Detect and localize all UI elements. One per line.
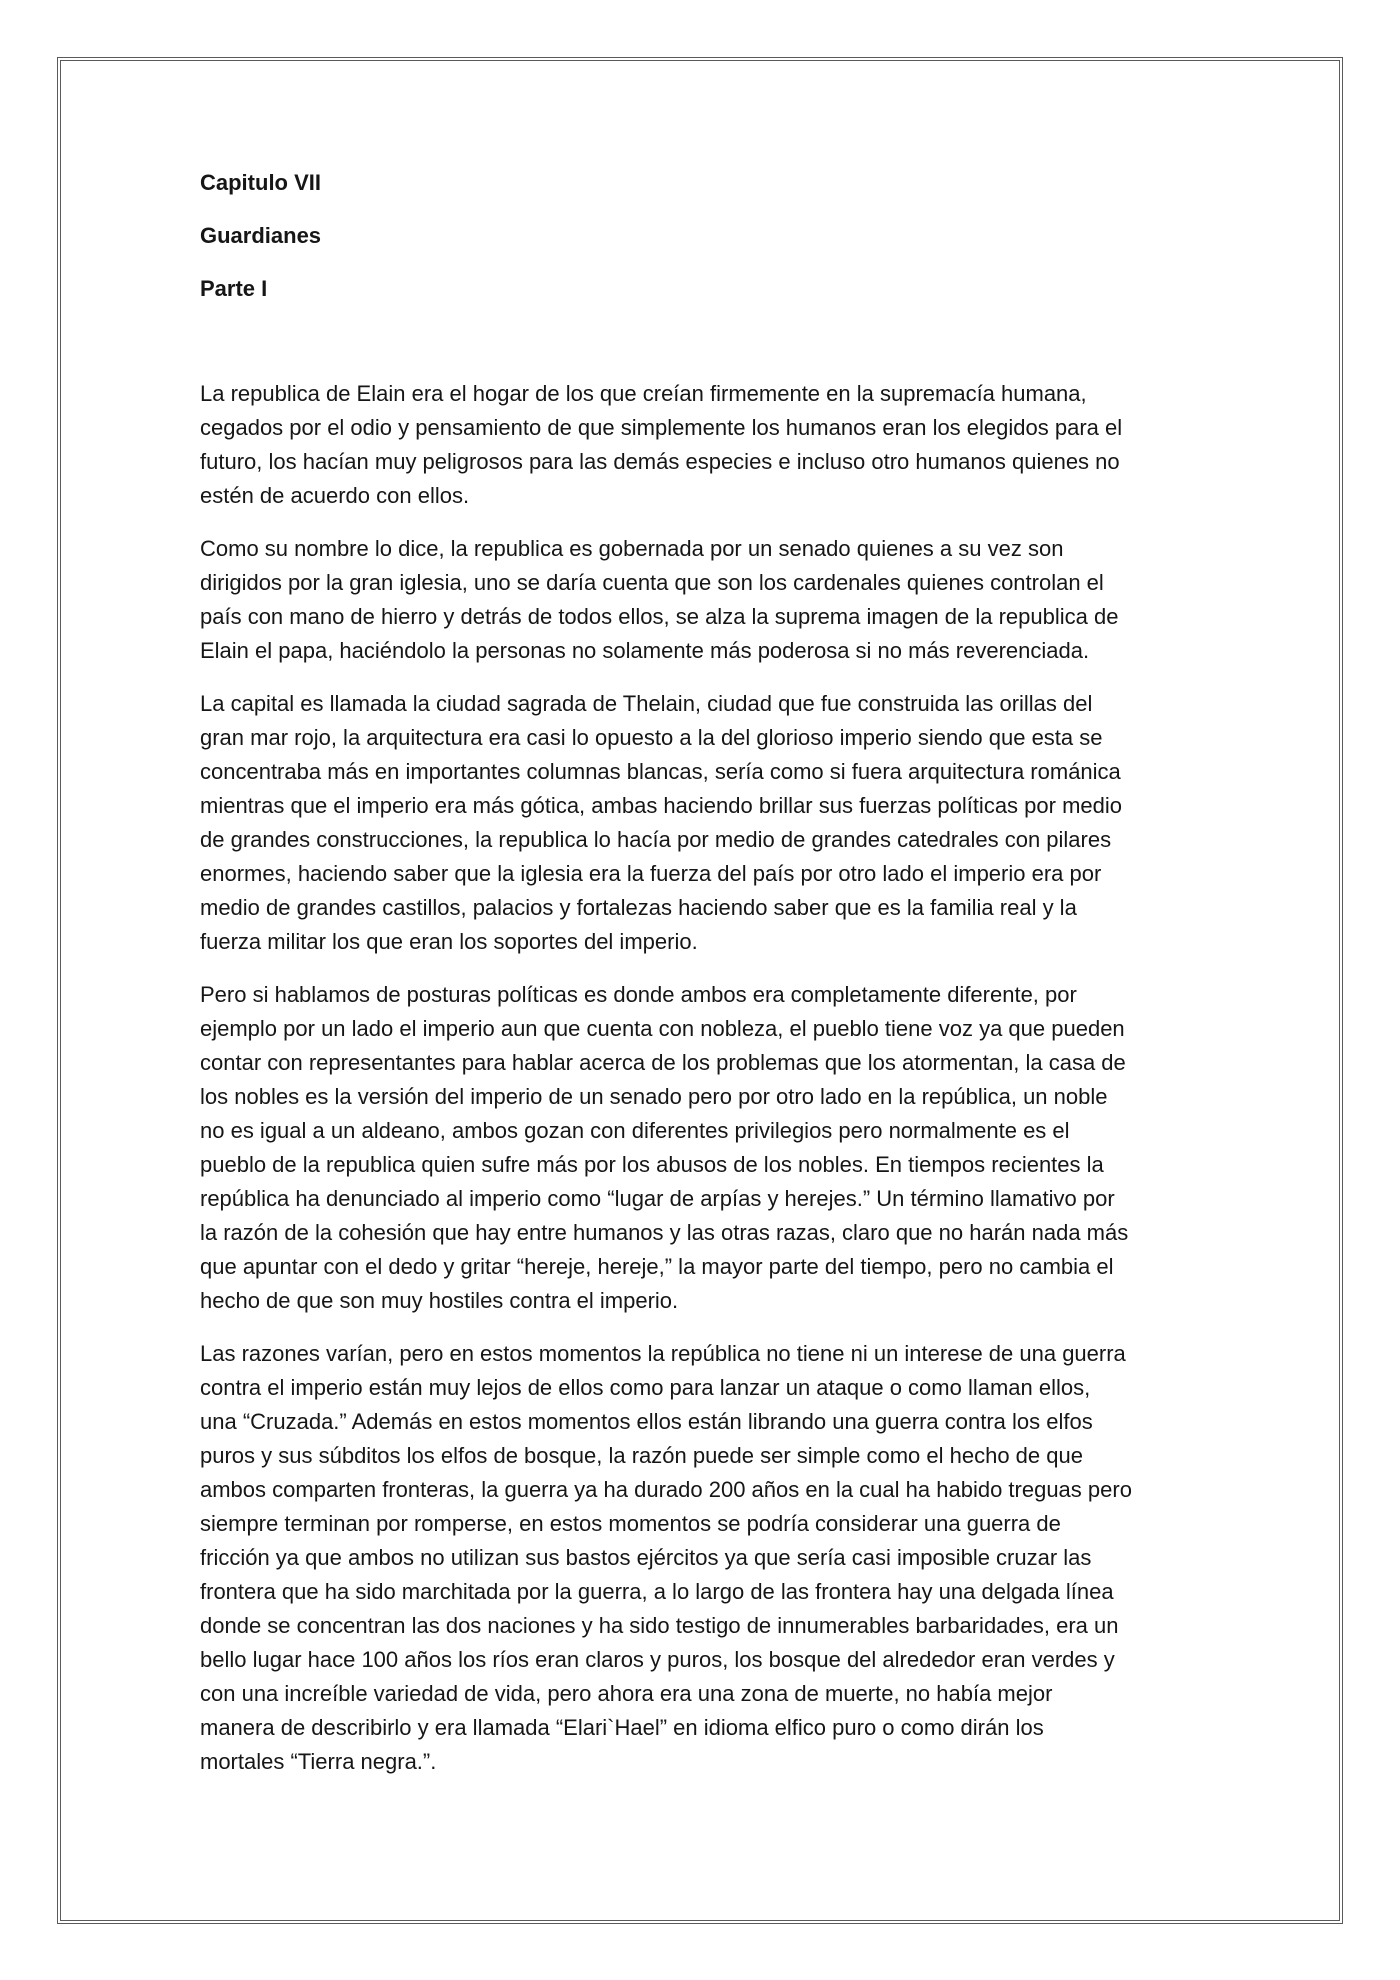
- paragraph-line: una “Cruzada.” Además en estos momentos ellos están librando una guerra contra los elfos: [200, 1409, 1093, 1434]
- paragraph-line: cegados por el odio y pensamiento de que simplemente los humanos eran los elegidos para el: [200, 415, 1123, 440]
- paragraphs-container: [200, 377, 1300, 1779]
- paragraph-line: gran mar rojo, la arquitectura era casi lo opuesto a la del glorioso imperio siendo que esta se: [200, 725, 1103, 750]
- chapter-heading: Capitulo VII: [200, 170, 321, 195]
- paragraph-line: la razón de la cohesión que hay entre humanos y las otras razas, claro que no harán nada más: [200, 1220, 1129, 1245]
- paragraph-line: con una increíble variedad de vida, pero ahora era una zona de muerte, no había mejor: [200, 1681, 1053, 1706]
- paragraph-line: hecho de que son muy hostiles contra el imperio.: [200, 1288, 679, 1313]
- document-body: [200, 166, 1300, 1798]
- paragraph: [200, 978, 1300, 1318]
- paragraph-line: concentraba más en importantes columnas blancas, sería como si fuera arquitectura románica: [200, 759, 1121, 784]
- paragraph-line: siempre terminan por romperse, en estos momentos se podría considerar una guerra de: [200, 1511, 1061, 1536]
- paragraph-line: fricción ya que ambos no utilizan sus bastos ejércitos ya que sería casi imposible cruzar las: [200, 1545, 1092, 1570]
- paragraph-line: de grandes construcciones, la republica lo hacía por medio de grandes catedrales con pilares: [200, 827, 1112, 852]
- paragraph-line: bello lugar hace 100 años los ríos eran claros y puros, los bosque del alrededor eran verdes y: [200, 1647, 1115, 1672]
- paragraph: [200, 687, 1300, 959]
- paragraph-line: ejemplo por un lado el imperio aun que cuenta con nobleza, el pueblo tiene voz ya que pueden: [200, 1016, 1125, 1041]
- part-heading: Parte I: [200, 276, 268, 301]
- chapter-title: Guardianes: [200, 223, 322, 248]
- paragraph-line: Elain el papa, haciéndolo la personas no solamente más poderosa si no más reverenciada.: [200, 638, 1090, 663]
- paragraph-line: que apuntar con el dedo y gritar “hereje, hereje,” la mayor parte del tiempo, pero no cambia el: [200, 1254, 1114, 1279]
- paragraph-line: contar con representantes para hablar acerca de los problemas que los atormentan, la casa de: [200, 1050, 1126, 1075]
- paragraph: [200, 377, 1300, 513]
- paragraph-line: La capital es llamada la ciudad sagrada de Thelain, ciudad que fue construida las orillas del: [200, 691, 1093, 716]
- paragraph-line: puros y sus súbditos los elfos de bosque, la razón puede ser simple como el hecho de que: [200, 1443, 1083, 1468]
- paragraph-line: mortales “Tierra negra.”.: [200, 1749, 437, 1774]
- paragraph-line: La republica de Elain era el hogar de los que creían firmemente en la supremacía humana,: [200, 381, 1087, 406]
- paragraph-line: Las razones varían, pero en estos momentos la república no tiene ni un interese de una guerra: [200, 1341, 1126, 1366]
- paragraph-line: fuerza militar los que eran los soportes del imperio.: [200, 929, 698, 954]
- paragraph: [200, 1337, 1300, 1779]
- paragraph-line: estén de acuerdo con ellos.: [200, 483, 470, 508]
- paragraph-line: donde se concentran las dos naciones y ha sido testigo de innumerables barbaridades, era un: [200, 1613, 1119, 1638]
- paragraph-line: futuro, los hacían muy peligrosos para las demás especies e incluso otro humanos quienes no: [200, 449, 1120, 474]
- paragraph-line: manera de describirlo y era llamada “Elari`Hael” en idioma elfico puro o como dirán los: [200, 1715, 1044, 1740]
- paragraph-line: no es igual a un aldeano, ambos gozan con diferentes privilegios pero normalmente es el: [200, 1118, 1070, 1143]
- paragraph-line: pueblo de la republica quien sufre más por los abusos de los nobles. En tiempos recientes la: [200, 1152, 1104, 1177]
- paragraph-line: Como su nombre lo dice, la republica es gobernada por un senado quienes a su vez son: [200, 536, 1064, 561]
- paragraph-line: república ha denunciado al imperio como “lugar de arpías y herejes.” Un término llamativo por: [200, 1186, 1115, 1211]
- paragraph-line: enormes, haciendo saber que la iglesia era la fuerza del país por otro lado el imperio era por: [200, 861, 1102, 886]
- paragraph-line: frontera que ha sido marchitada por la guerra, a lo largo de las frontera hay una delgada línea: [200, 1579, 1114, 1604]
- paragraph-line: medio de grandes castillos, palacios y fortalezas haciendo saber que es la familia real y la: [200, 895, 1077, 920]
- paragraph: [200, 532, 1300, 668]
- paragraph-line: los nobles es la versión del imperio de un senado pero por otro lado en la república, un noble: [200, 1084, 1108, 1109]
- paragraph-line: mientras que el imperio era más gótica, ambas haciendo brillar sus fuerzas políticas por medio: [200, 793, 1122, 818]
- paragraph-line: dirigidos por la gran iglesia, uno se daría cuenta que son los cardenales quienes controlan el: [200, 570, 1104, 595]
- paragraph-line: Pero si hablamos de posturas políticas es donde ambos era completamente diferente, por: [200, 982, 1077, 1007]
- paragraph-line: país con mano de hierro y detrás de todos ellos, se alza la suprema imagen de la republica de: [200, 604, 1119, 629]
- paragraph-line: ambos comparten fronteras, la guerra ya ha durado 200 años en la cual ha habido treguas pero: [200, 1477, 1132, 1502]
- paragraph-line: contra el imperio están muy lejos de ellos como para lanzar un ataque o como llaman ellos,: [200, 1375, 1091, 1400]
